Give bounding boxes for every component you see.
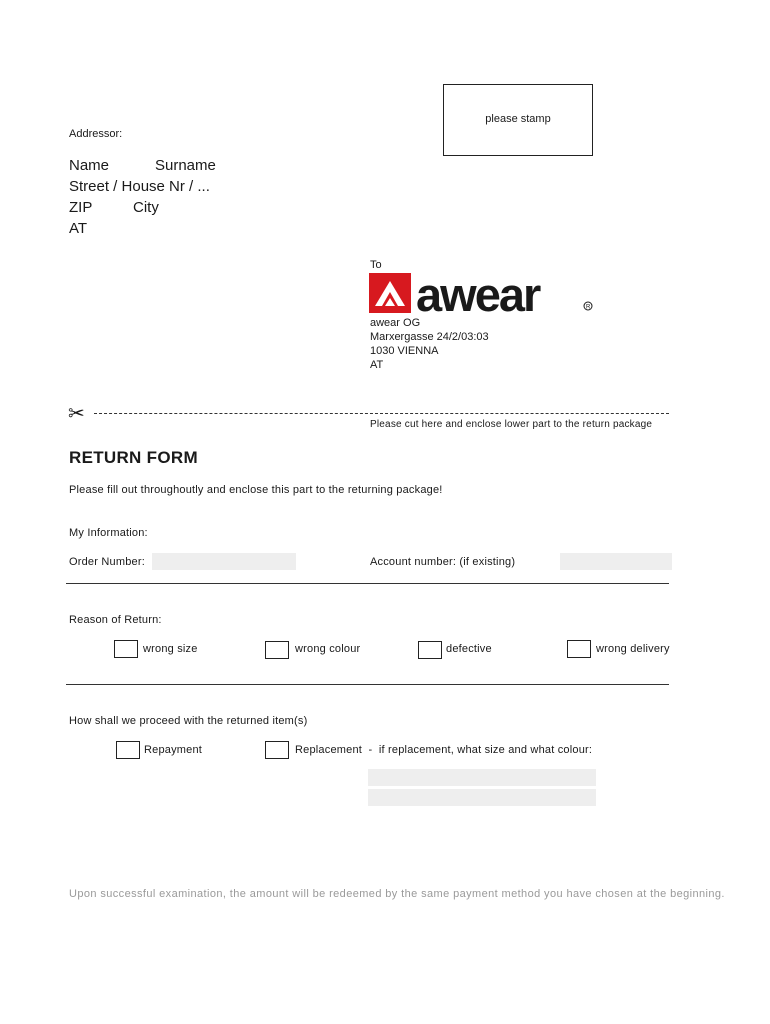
- account-number-label: Account number: (if existing): [370, 556, 516, 568]
- recipient-country: AT: [370, 359, 384, 371]
- checkbox-wrong-delivery[interactable]: [567, 640, 591, 658]
- sender-surname: Surname: [155, 157, 216, 174]
- order-number-field[interactable]: [152, 553, 296, 570]
- replacement-label: Replacement - if replacement, what size and what colour:: [295, 744, 593, 756]
- reason-wrong-size-label: wrong size: [143, 643, 198, 655]
- my-information-label: My Information:: [69, 527, 148, 539]
- addressor-label: Addressor:: [69, 128, 123, 140]
- sender-country: AT: [69, 220, 88, 237]
- checkbox-defective[interactable]: [418, 641, 442, 659]
- scissors-icon: ✂: [68, 403, 85, 425]
- reason-defective-label: defective: [446, 643, 492, 655]
- reason-label: Reason of Return:: [69, 614, 162, 626]
- sender-street: Street / House Nr / ...: [69, 178, 210, 195]
- checkbox-wrong-colour[interactable]: [265, 641, 289, 659]
- proceed-label: How shall we proceed with the returned item(s): [69, 715, 308, 727]
- reason-wrong-delivery-label: wrong delivery: [596, 643, 670, 655]
- divider: [66, 684, 669, 685]
- recipient-company: awear OG: [370, 317, 421, 329]
- replacement-size-field[interactable]: [368, 769, 596, 786]
- form-title: RETURN FORM: [69, 448, 198, 467]
- checkbox-wrong-size[interactable]: [114, 640, 138, 658]
- sender-city: City: [133, 199, 159, 216]
- svg-text:R: R: [586, 304, 591, 311]
- footer-note: Upon successful examination, the amount will be redeemed by the same payment method you have chosen at the beginning.: [69, 888, 725, 900]
- cut-note: Please cut here and enclose lower part to the return package: [370, 419, 653, 430]
- account-number-field[interactable]: [560, 553, 672, 570]
- sender-name: Name: [69, 157, 110, 174]
- sender-zip: ZIP: [69, 199, 93, 216]
- replacement-colour-field[interactable]: [368, 789, 596, 806]
- logo-red-square: [369, 273, 411, 313]
- recipient-street: Marxergasse 24/2/03:03: [370, 331, 489, 343]
- recipient-city: 1030 VIENNA: [370, 345, 439, 357]
- checkbox-repayment[interactable]: [116, 741, 140, 759]
- awear-logo: [369, 273, 599, 315]
- logo-wordmark: awear: [416, 273, 540, 315]
- divider: [66, 583, 669, 584]
- stamp-text: please stamp: [485, 113, 551, 125]
- repayment-label: Repayment: [144, 744, 203, 756]
- order-number-label: Order Number:: [69, 556, 145, 568]
- reason-wrong-colour-label: wrong colour: [295, 643, 361, 655]
- cut-line: [94, 413, 669, 414]
- checkbox-replacement[interactable]: [265, 741, 289, 759]
- form-instruction: Please fill out throughoutly and enclose this part to the returning package!: [69, 484, 443, 496]
- stamp-box: [443, 84, 593, 156]
- to-label: To: [370, 259, 382, 271]
